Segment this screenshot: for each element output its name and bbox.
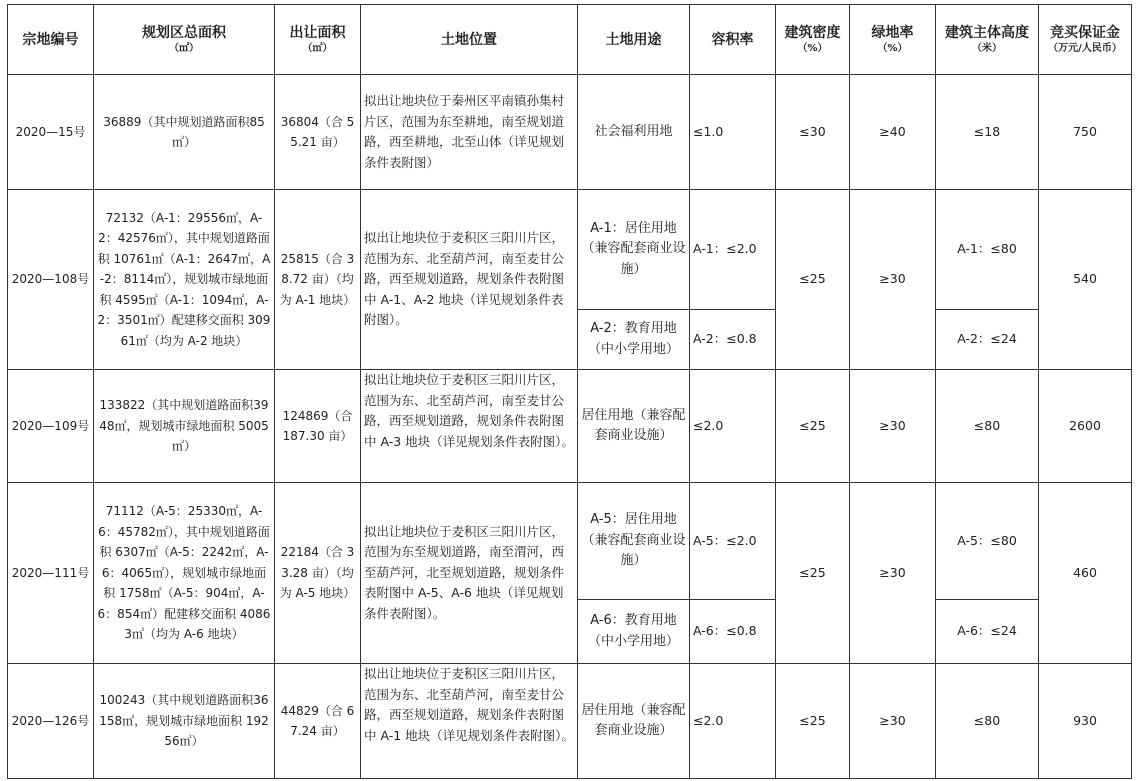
height-cell: ≤80 [936,664,1039,779]
deposit-cell: 540 [1039,190,1132,370]
location-cell: 拟出让地块位于麦积区三阳川片区，范围为东、北至葫芦河，南至麦甘公路，西至规划道路，规划条件表附图中 A-1、A-2 地块（详见规划条件表附图）。 [361,190,578,370]
header-deposit: 竞买保证金 （万元/人民币） [1039,5,1132,75]
header-location: 土地位置 [361,5,578,75]
parcel-no-cell: 2020—111号 [8,483,94,664]
far-cell-a: A-5：≤2.0 [690,483,776,600]
density-cell: ≤25 [776,190,850,370]
total-area-cell: 100243（其中规划道路面积36158㎡，规划城市绿地面积 19256㎡） [94,664,275,779]
green-cell: ≥30 [850,370,936,483]
height-cell-b: A-2：≤24 [936,310,1039,370]
deposit-cell: 2600 [1039,370,1132,483]
land-use-cell-b: A-6：教育用地（中小学用地） [578,600,690,664]
land-use-cell-b: A-2：教育用地（中小学用地） [578,310,690,370]
far-cell-a: A-1：≤2.0 [690,190,776,310]
header-row [8,5,1132,75]
deposit-cell: 750 [1039,75,1132,190]
parcel-no-cell: 2020—126号 [8,664,94,779]
density-cell: ≤25 [776,664,850,779]
total-area-cell: 36889（其中规划道路面积85㎡） [94,75,275,190]
land-use-cell-a: A-5：居住用地（兼容配套商业设施） [578,483,690,600]
transfer-area-cell: 124869（合 187.30 亩） [275,370,361,483]
height-cell: ≤18 [936,75,1039,190]
table-row [8,370,1132,483]
far-cell-b: A-2：≤0.8 [690,310,776,370]
land-use-cell: 社会福利用地 [578,75,690,190]
density-cell: ≤30 [776,75,850,190]
height-cell-b: A-6：≤24 [936,600,1039,664]
header-total-area: 规划区总面积 （㎡） [94,5,275,75]
header-density-unit: （%） [797,42,828,54]
green-cell: ≥30 [850,664,936,779]
parcel-no-cell: 2020—15号 [8,75,94,190]
total-area-cell: 133822（其中规划道路面积3948㎡，规划城市绿地面积 5005㎡） [94,370,275,483]
green-cell: ≥40 [850,75,936,190]
transfer-area-cell: 36804（合 55.21 亩） [275,75,361,190]
far-cell: ≤1.0 [690,75,776,190]
location-cell: 拟出让地块位于麦积区三阳川片区，范围为东、北至葫芦河，南至麦甘公路，西至规划道路，规划条件表附图中 A-1 地块（详见规划条件表附图）。 [361,664,578,779]
header-height: 建筑主体高度 （米） [936,5,1039,75]
header-transfer-area-unit: （㎡） [302,42,333,54]
location-cell: 拟出让地块位于秦州区平南镇孙集村片区，范围为东至耕地，南至规划道路，西至耕地，北至山体（详见规划条件表附图） [361,75,578,190]
table-row [8,664,1132,779]
header-green: 绿地率 （%） [850,5,936,75]
table-row [8,75,1132,190]
table-row [8,483,1132,600]
header-density: 建筑密度 （%） [776,5,850,75]
height-cell-a: A-1：≤80 [936,190,1039,310]
parcel-no-cell: 2020—108号 [8,190,94,370]
header-transfer-area: 出让面积 （㎡） [275,5,361,75]
header-height-unit: （米） [972,42,1002,54]
green-cell: ≥30 [850,190,936,370]
land-parcel-table [7,4,1132,779]
land-use-cell-a: A-1：居住用地（兼容配套商业设施） [578,190,690,310]
green-cell: ≥30 [850,483,936,664]
location-cell: 拟出让地块位于麦积区三阳川片区，范围为东至规划道路，南至渭河，西至葫芦河，北至规划道路，规划条件表附图中 A-5、A-6 地块（详见规划条件表附图）。 [361,483,578,664]
far-cell: ≤2.0 [690,370,776,483]
land-use-cell: 居住用地（兼容配套商业设施） [578,664,690,779]
total-area-cell: 71112（A-5：25330㎡，A-6：45782㎡），其中规划道路面积 6307㎡（A-5：2242㎡，A-6：4065㎡），规划城市绿地面积 1758㎡（A-5：904㎡，A-6：854㎡）配建移交面积 40863㎡（均为 A-6 地块） [94,483,275,664]
far-cell-b: A-6：≤0.8 [690,600,776,664]
location-cell: 拟出让地块位于麦积区三阳川片区，范围为东、北至葫芦河，南至麦甘公路，西至规划道路，规划条件表附图中 A-3 地块（详见规划条件表附图）。 [361,370,578,483]
transfer-area-cell: 44829（合 67.24 亩） [275,664,361,779]
header-parcel-no: 宗地编号 [8,5,94,75]
header-land-use: 土地用途 [578,5,690,75]
density-cell: ≤25 [776,483,850,664]
height-cell: ≤80 [936,370,1039,483]
land-use-cell: 居住用地（兼容配套商业设施） [578,370,690,483]
header-total-area-unit: （㎡） [169,42,199,54]
header-deposit-unit: （万元/人民币） [1048,42,1122,54]
header-far: 容积率 [690,5,776,75]
height-cell-a: A-5：≤80 [936,483,1039,600]
density-cell: ≤25 [776,370,850,483]
parcel-no-cell: 2020—109号 [8,370,94,483]
table-row [8,190,1132,310]
total-area-cell: 72132（A-1：29556㎡，A-2：42576㎡），其中规划道路面积 10761㎡（A-1：2647㎡，A-2：8114㎡），规划城市绿地面积 4595㎡（A-1：1094㎡，A-2：3501㎡）配建移交面积 30961㎡（均为 A-2 地块） [94,190,275,370]
header-green-unit: （%） [877,42,908,54]
transfer-area-cell: 22184（合 33.28 亩）（均为 A-5 地块） [275,483,361,664]
deposit-cell: 930 [1039,664,1132,779]
deposit-cell: 460 [1039,483,1132,664]
far-cell: ≤2.0 [690,664,776,779]
transfer-area-cell: 25815（合 38.72 亩）（均为 A-1 地块） [275,190,361,370]
